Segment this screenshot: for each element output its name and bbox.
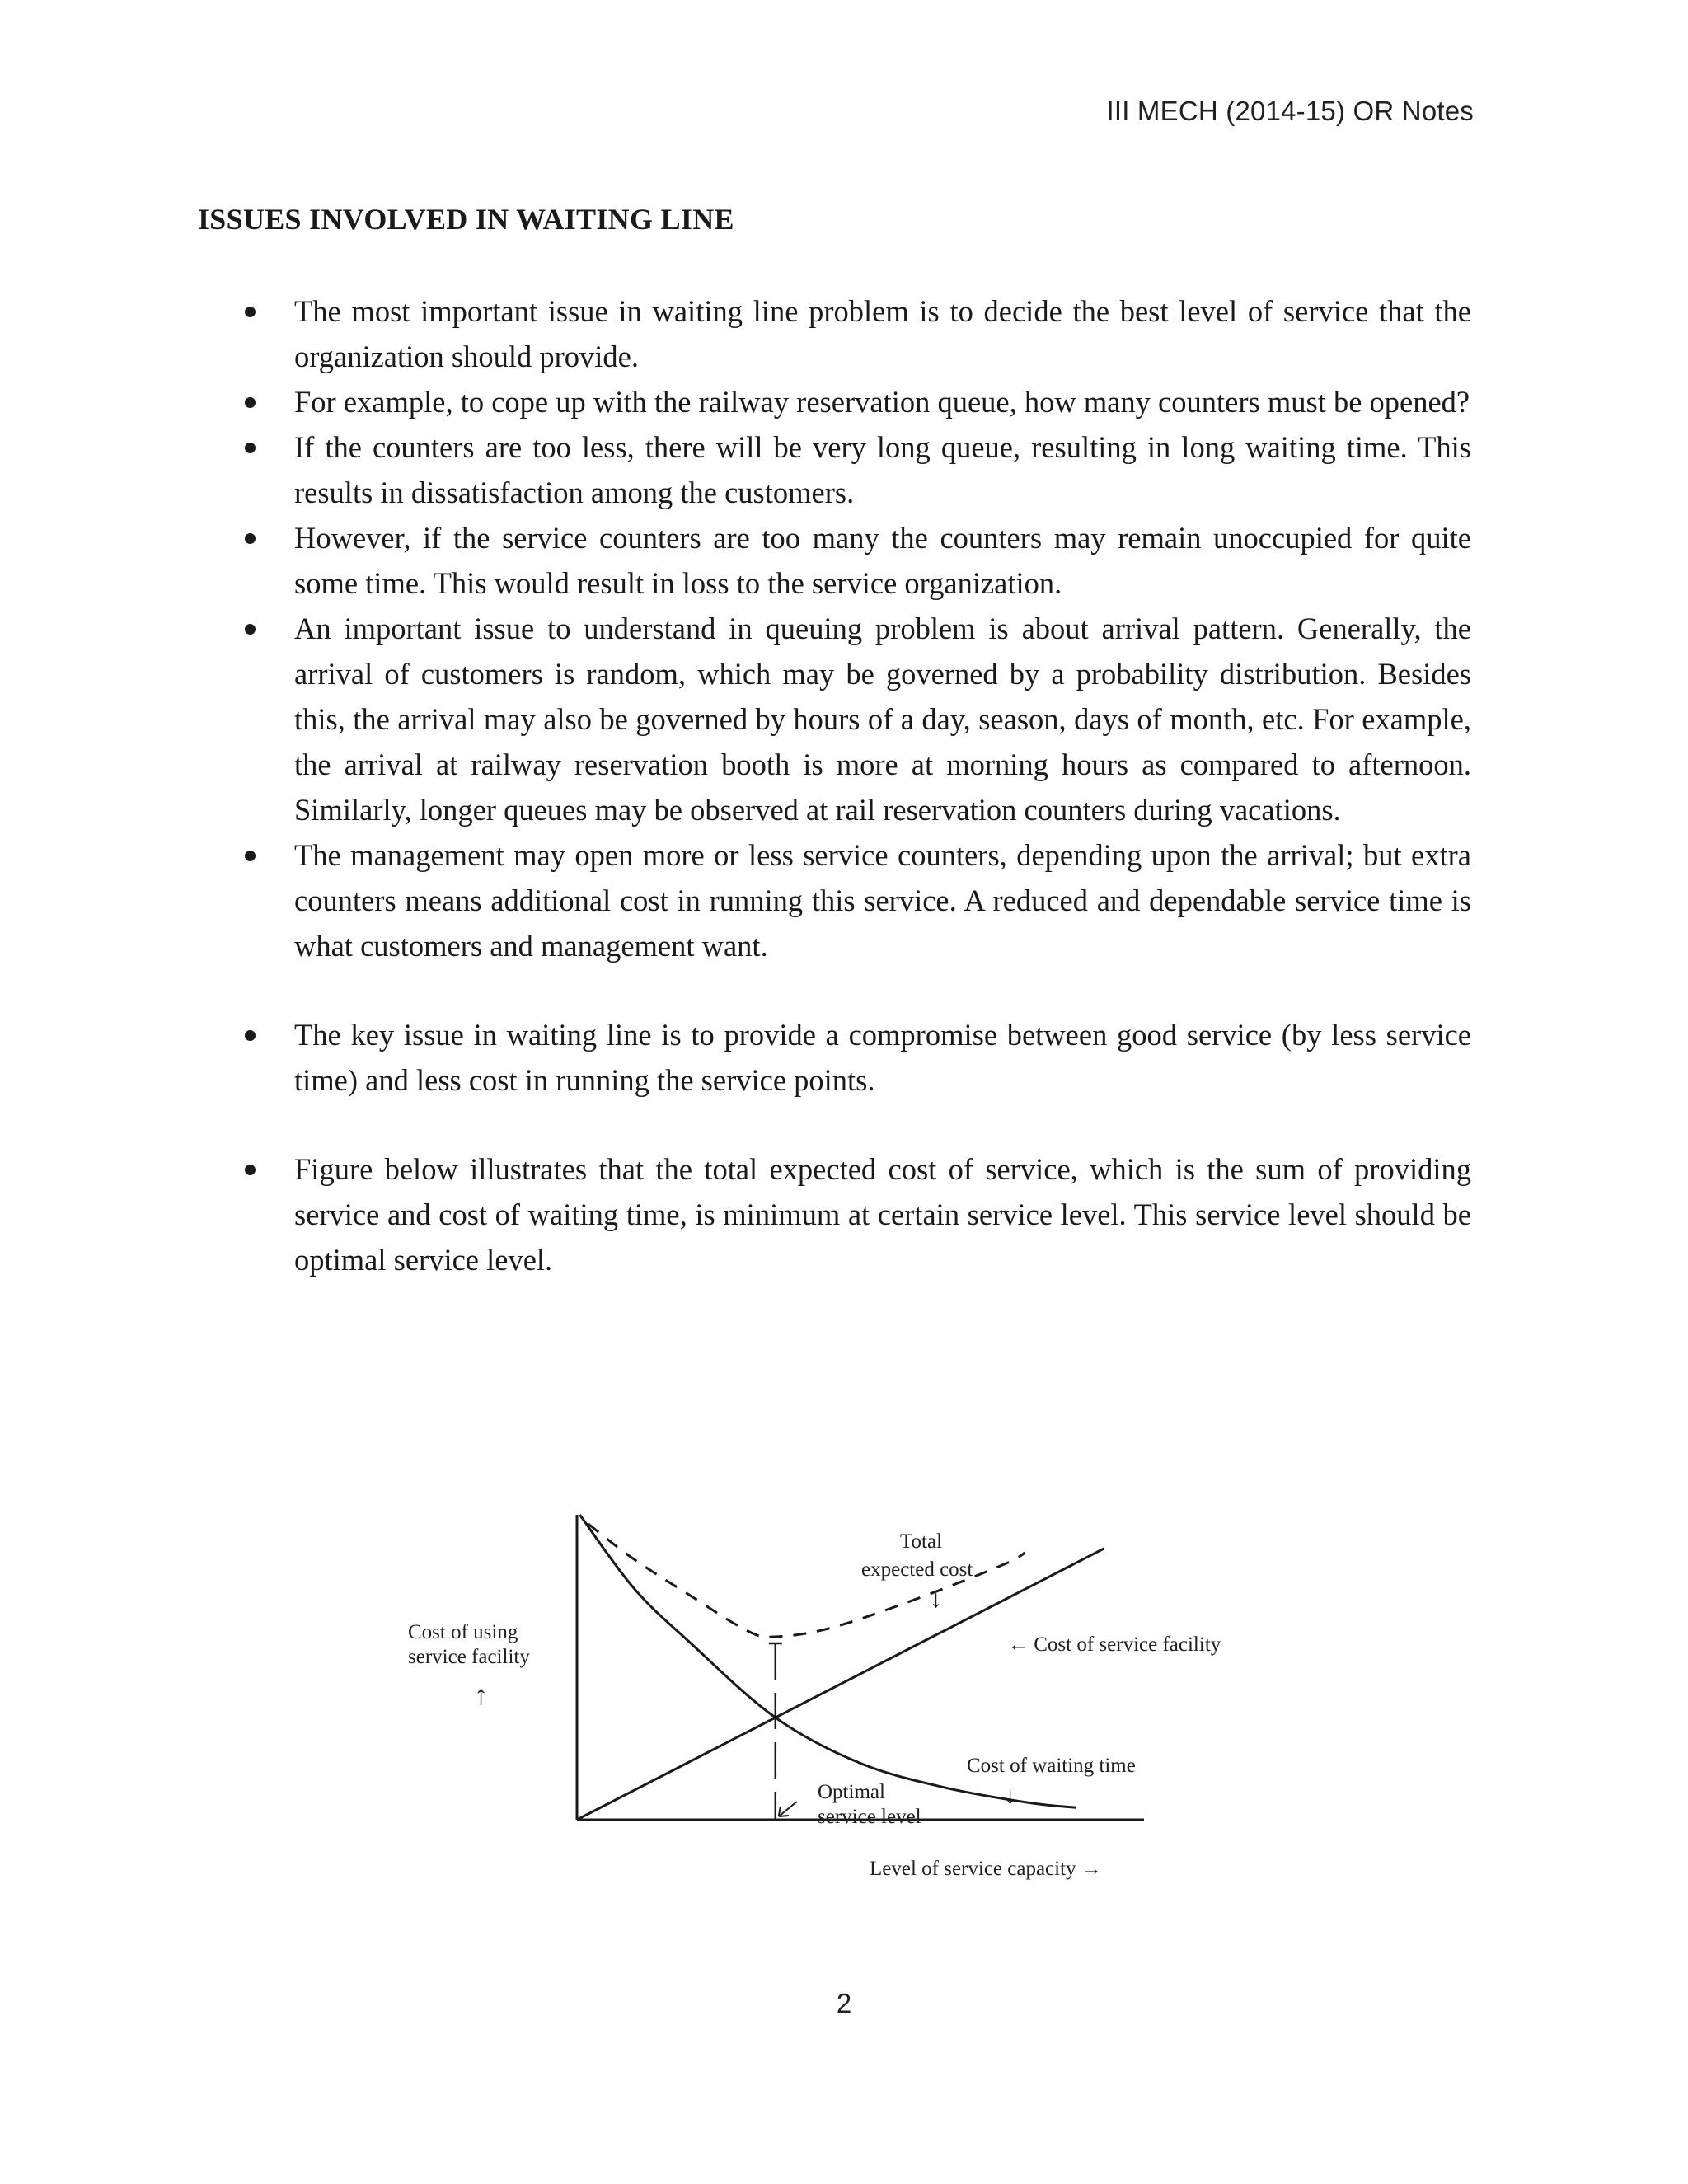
cost-chart [396, 1500, 1311, 1896]
section-title: ISSUES INVOLVED IN WAITING LINE [198, 203, 734, 236]
bullet-item: The most important issue in waiting line problem is to decide the best level of service that the organization should provide. [198, 288, 1471, 379]
total-cost-label-line2: expected cost [861, 1558, 973, 1581]
bullet-item: An important issue to understand in queuing problem is about arrival pattern. Generally, the arrival of customers is random, which may be governed by a probability distribution. Besides this, the arrival may also be governed by hours of a day, season, days of month, etc. For example, the arrival at railway reservation booth is more at morning hours as compared to afternoon. Similarly, longer queues may be observed at rail reservation counters during vacations. [198, 606, 1471, 832]
down-arrow-icon: ↓ [1004, 1782, 1016, 1809]
waiting-cost-label: Cost of waiting time [967, 1755, 1136, 1777]
optimal-arrow-icon [779, 1802, 797, 1816]
y-axis-label-line2: service facility [408, 1646, 530, 1668]
page-number: 2 [836, 1988, 852, 2018]
bullet-item: However, if the service counters are too many the counters may remain unoccupied for quite some time. This would result in loss to the service organization. [198, 515, 1471, 606]
cost-figure [396, 1500, 1311, 1896]
y-axis-arrow-icon: ↑ [474, 1680, 488, 1711]
down-arrow-icon: ↓ [930, 1586, 942, 1613]
optimal-label-line2: service level [818, 1806, 921, 1828]
x-axis-label: Level of service capacity → [870, 1858, 1102, 1880]
y-axis-label-line1: Cost of using [408, 1621, 518, 1643]
running-header: III MECH (2014-15) OR Notes [1106, 96, 1474, 126]
optimal-label-line1: Optimal [818, 1781, 885, 1803]
bullet-item: If the counters are too less, there will be very long queue, resulting in long waiting time. This results in dissatisfaction among the customers. [198, 424, 1471, 515]
series-line-cost-of-service-facility [577, 1549, 1104, 1820]
bullet-item: Figure below illustrates that the total expected cost of service, which is the sum of providing service and cost of waiting time, is minimum at certain service level. This service level should be optimal service level. [198, 1146, 1471, 1282]
bullet-item: The key issue in waiting line is to provide a compromise between good service (by less service time) and less cost in running the service points. [198, 1012, 1471, 1103]
bullet-item: The management may open more or less service counters, depending upon the arrival; but extra counters means additional cost in running this service. A reduced and dependable service time is what customers and management want. [198, 832, 1471, 968]
bullet-list [198, 288, 1471, 1282]
bullet-item: For example, to cope up with the railway reservation queue, how many counters must be opened? [198, 379, 1471, 424]
service-cost-label: ← Cost of service facility [1008, 1633, 1221, 1656]
total-cost-label-line1: Total [900, 1530, 943, 1553]
